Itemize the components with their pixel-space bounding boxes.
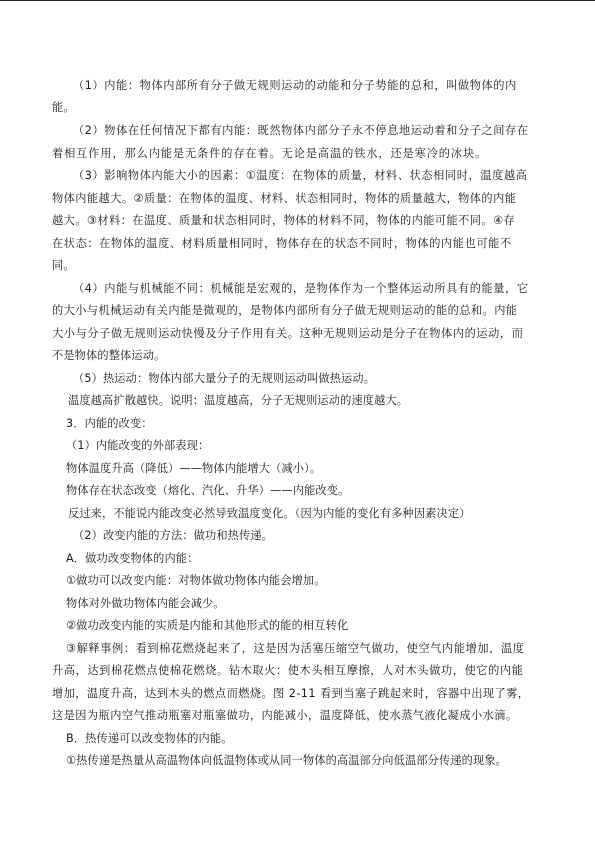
text-line: ②做功改变内能的实质是内能和其他形式的能的相互转化 — [66, 619, 349, 632]
text-line: 大小与分子做无规则运动快慢及分子作用有关。这种无规则运动是分子在物体内的运动，而 — [52, 327, 524, 340]
subsection-heading: B．热传递可以改变物体的内能。 — [66, 732, 233, 745]
text-line: 不是物体的整体运动。 — [52, 349, 166, 362]
text-line: （3）影响物体内能大小的因素：①温度：在物体的质量，材料、状态相同时，温度越高 — [73, 169, 528, 182]
text-line: 物体存在状态改变（熔化、汽化、升华）——内能改变。 — [66, 484, 350, 497]
text-line: 同。 — [52, 259, 75, 272]
text-line: ①热传递是热量从高温物体向低温物体或从同一物体的高温部分向低温部分传递的现象。 — [66, 754, 508, 767]
text-line: 能。 — [52, 101, 75, 114]
text-line: 越大。③材料：在温度、质量和状态相同时，物体的材料不同，物体的内能可能不同。④存 — [52, 214, 516, 227]
text-line: （2）物体在任何情况下都有内能：既然物体内部分子永不停息地运动着和分子之间存在 — [73, 124, 529, 137]
text-line: 的大小与机械运动有关内能是微观的，是物体内部所有分子做无规则运动的能的总和。内能 — [52, 304, 518, 317]
text-line: 物体温度升高（降低）——物体内能增大（减小）。 — [66, 462, 322, 475]
text-line: （1）内能：物体内部所有分子做无规则运动的动能和分子势能的总和，叫做物体的内 — [73, 79, 517, 92]
text-line: 这是因为瓶内空气推动瓶塞对瓶塞做功，内能减小，温度降低，使水蒸气液化凝成小水滴。 — [52, 709, 518, 722]
section-heading: 3．内能的改变： — [66, 417, 153, 430]
text-line: ①做功可以改变内能：对物体做功物体内能会增加。 — [66, 574, 326, 587]
subsection-heading: A．做功改变物体的内能： — [66, 552, 199, 565]
text-line: 着相互作用，那么内能是无条件的存在着。无论是高温的铁水，还是寒冷的冰块。 — [52, 147, 488, 160]
text-line: 物体内能越大。②质量：在物体的温度、材料、状态相同时，物体的质量越大，物体的内能 — [52, 192, 517, 205]
text-line: （5）热运动：物体内部大量分子的无规则运动叫做热运动。 — [73, 372, 376, 385]
text-line: （2）改变内能的方法：做功和热传递。 — [73, 529, 274, 542]
text-line: （1）内能改变的外部表现： — [66, 439, 210, 452]
text-line: ③解释事例：看到棉花燃烧起来了，这是因为活塞压缩空气做功，使空气内能增加，温度 — [66, 642, 525, 655]
text-line: 增加，温度升高，达到木头的燃点而燃烧。图 2-11 看到当塞子跳起来时，容器中出现了雾， — [52, 687, 530, 700]
text-line: 温度越高扩散越快。说明：温度越高，分子无规则运动的速度越大。 — [68, 394, 409, 407]
text-line: 物体对外做功物体内能会减少。 — [66, 597, 225, 610]
text-line: （4）内能与机械能不同：机械能是宏观的，是物体作为一个整体运动所具有的能量，它 — [73, 282, 529, 295]
text-line: 反过来，不能说内能改变必然导致温度变化。（因为内能的变化有多种因素决定） — [68, 507, 471, 520]
text-line: 升高，达到棉花燃点使棉花燃烧。钻木取火：使木头相互摩擦，人对木头做功，使它的内能 — [52, 664, 524, 677]
text-line: 在状态：在物体的温度、材料质量相同时，物体存在的状态不同时，物体的内能也可能不 — [52, 237, 512, 250]
